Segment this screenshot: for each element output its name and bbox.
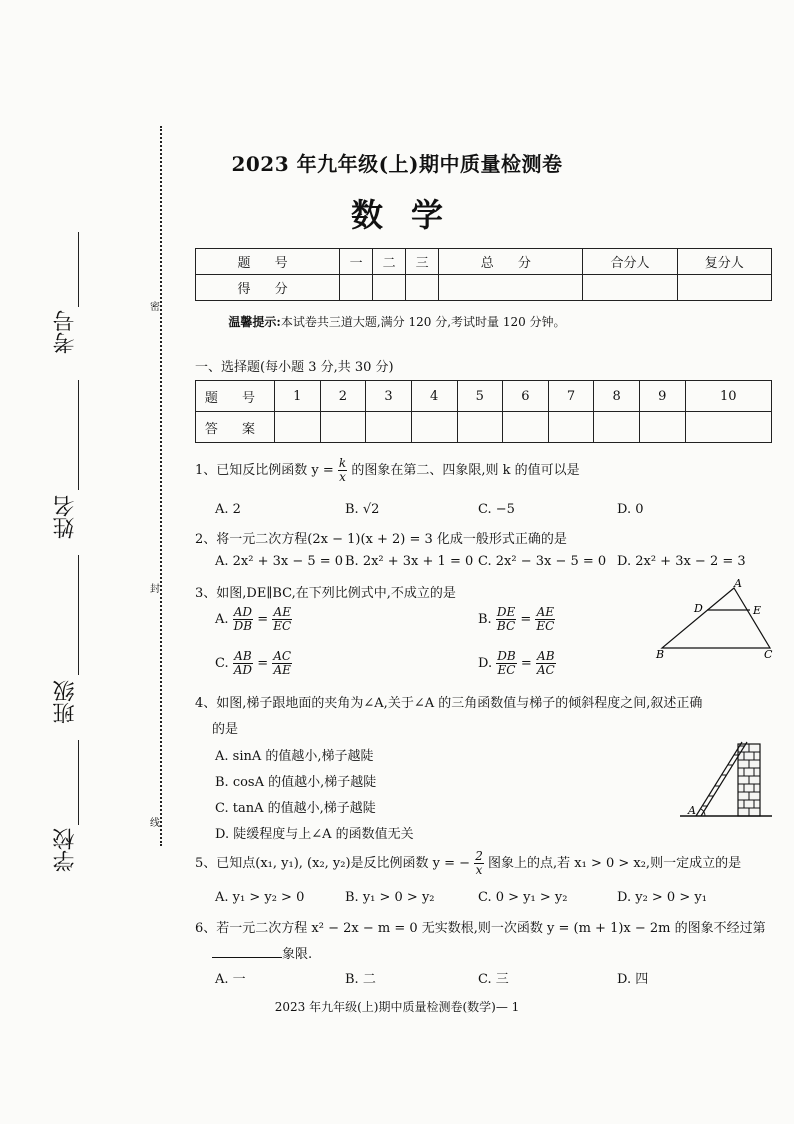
q5-option-c: C. 0 > y₁ > y₂ bbox=[478, 890, 568, 905]
q6-option-b: B. 二 bbox=[345, 972, 376, 987]
q6-option-c: C. 三 bbox=[478, 972, 509, 987]
frac-num: AB bbox=[234, 649, 252, 663]
label-b: B bbox=[656, 648, 665, 660]
frac-den: EC bbox=[273, 619, 292, 633]
score-header-cell: 总 分 bbox=[439, 249, 583, 275]
score-header-cell: 合分人 bbox=[583, 249, 677, 275]
page-footer: 2023 年九年级(上)期中质量检测卷(数学)— 1 bbox=[274, 1000, 520, 1014]
xuexiao-line bbox=[78, 740, 79, 825]
seal-mi: 密 bbox=[150, 296, 160, 315]
answer-number: 1 bbox=[275, 381, 321, 412]
score-header-cell: 二 bbox=[373, 249, 406, 275]
xingming-label: 姓名 bbox=[53, 495, 78, 539]
xingming-line bbox=[78, 380, 79, 490]
kaohao-line bbox=[78, 232, 79, 307]
question-6-line-2 bbox=[212, 943, 312, 962]
q1-frac-num: k bbox=[338, 456, 347, 470]
score-cell[interactable] bbox=[439, 275, 583, 301]
q3-fraction bbox=[233, 650, 253, 677]
answer-number: 2 bbox=[320, 381, 366, 412]
label-a: A bbox=[734, 578, 742, 590]
q3-option-d: D. $\frac{DB}{EC}$ = $\frac{AB}{AC}$ bbox=[478, 649, 555, 677]
ladder-figure bbox=[676, 738, 776, 820]
frac-num: AD bbox=[233, 605, 253, 619]
q2-option-d: D. 2x² + 3x − 2 = 3 bbox=[617, 554, 746, 569]
answer-cell[interactable] bbox=[320, 412, 366, 443]
q1-fraction bbox=[338, 457, 347, 484]
seal-xian: 线 bbox=[150, 812, 160, 831]
q3-option-c: C. $\frac{AB}{AD}$ = $\frac{AC}{AE}$ bbox=[215, 649, 292, 677]
answer-number: 5 bbox=[457, 381, 503, 412]
q3-fraction bbox=[496, 606, 516, 633]
q4-option-d: D. 陡缓程度与上∠A 的函数值无关 bbox=[215, 827, 414, 842]
answer-number: 8 bbox=[594, 381, 640, 412]
question-2: 2、将一元二次方程(2x − 1)(x + 2) = 3 化成一般形式正确的是 bbox=[195, 532, 567, 547]
kaohao-label: 考号 bbox=[53, 310, 78, 354]
label-e: E bbox=[753, 604, 762, 617]
q5-fraction bbox=[474, 850, 484, 877]
q4-option-b: B. cosA 的值越小,梯子越陡 bbox=[215, 775, 377, 790]
score-cell[interactable] bbox=[406, 275, 439, 301]
score-header-cell: 题 号 bbox=[196, 249, 340, 275]
answer-cell[interactable] bbox=[594, 412, 640, 443]
label-c: C bbox=[764, 648, 773, 660]
q1-text-post: 的图象在第二、四象限,则 k 的值可以是 bbox=[351, 463, 580, 478]
score-cell[interactable] bbox=[583, 275, 677, 301]
q1-option-b: B. √2 bbox=[345, 502, 380, 517]
question-3: 3、如图,DE∥BC,在下列比例式中,不成立的是 bbox=[195, 586, 456, 601]
answer-table bbox=[195, 380, 772, 443]
frac-den: AE bbox=[273, 663, 291, 677]
answer-cell[interactable] bbox=[457, 412, 503, 443]
q3-option-a: A. $\frac{AD}{DB}$ = $\frac{AE}{EC}$ bbox=[215, 605, 292, 633]
q3-fraction bbox=[272, 606, 292, 633]
frac-den: EC bbox=[536, 619, 555, 633]
frac-den: BC bbox=[496, 619, 516, 633]
q3-option-letter: B. bbox=[478, 612, 492, 627]
xuexiao-label: 学校 bbox=[53, 828, 78, 872]
exam-title: 2023 年九年级(上)期中质量检测卷 bbox=[231, 152, 563, 176]
q4-option-c: C. tanA 的值越小,梯子越陡 bbox=[215, 801, 376, 816]
q1-frac-den: x bbox=[339, 470, 346, 484]
q5-option-d: D. y₂ > 0 > y₁ bbox=[617, 890, 707, 905]
frac-num: AB bbox=[537, 649, 555, 663]
q3-fraction bbox=[535, 606, 555, 633]
q3-option-letter: A. bbox=[215, 612, 229, 627]
answer-number-row bbox=[196, 381, 772, 412]
question-4-line-1: 4、如图,梯子跟地面的夹角为∠A,关于∠A 的三角函数值与梯子的倾斜程度之间,叙述正确 bbox=[195, 696, 703, 711]
q3-fraction bbox=[272, 650, 292, 677]
seal-feng: 封 bbox=[150, 578, 160, 597]
frac-num: AC bbox=[273, 649, 292, 663]
q2-option-b: B. 2x² + 3x + 1 = 0 bbox=[345, 554, 474, 569]
question-4-line-2: 的是 bbox=[212, 722, 239, 737]
banji-line bbox=[78, 555, 79, 675]
section-title: 一、选择题(每小题 3 分,共 30 分) bbox=[195, 360, 394, 375]
brick-wall bbox=[738, 744, 760, 816]
q3-fraction bbox=[233, 606, 253, 633]
q6-line-2-text: 象限. bbox=[282, 947, 313, 962]
frac-num: DE bbox=[496, 605, 516, 619]
frac-num: DB bbox=[497, 649, 516, 663]
score-table-score-row bbox=[196, 275, 772, 301]
answer-cell[interactable] bbox=[640, 412, 686, 443]
q5-text-pre: 5、已知点(x₁, y₁), (x₂, y₂)是反比例函数 y = − bbox=[195, 856, 471, 871]
answer-cell[interactable] bbox=[411, 412, 457, 443]
score-table-header-row bbox=[196, 249, 772, 275]
banji-label: 班级 bbox=[53, 680, 78, 724]
question-5 bbox=[195, 850, 741, 877]
frac-num: AE bbox=[536, 605, 555, 619]
answer-number: 7 bbox=[548, 381, 594, 412]
q2-option-c: C. 2x² − 3x − 5 = 0 bbox=[478, 554, 607, 569]
subject-title: 数学 bbox=[350, 196, 471, 234]
triangle-abc bbox=[662, 588, 770, 648]
frac-den: EC bbox=[497, 663, 516, 677]
q1-option-a: A. 2 bbox=[215, 502, 241, 517]
label-angle-a: A bbox=[688, 804, 696, 817]
q5-frac-den: x bbox=[475, 863, 483, 877]
answer-cell[interactable] bbox=[503, 412, 549, 443]
q3-option-b: B. $\frac{DE}{BC}$ = $\frac{AE}{EC}$ bbox=[478, 605, 555, 633]
answer-row-label: 答 案 bbox=[196, 412, 275, 443]
q1-text-pre: 1、已知反比例函数 y = bbox=[195, 463, 334, 478]
answer-number: 9 bbox=[640, 381, 686, 412]
answer-number: 3 bbox=[366, 381, 412, 412]
frac-den: AC bbox=[536, 663, 555, 677]
q3-option-letter: D. bbox=[478, 656, 493, 671]
score-header-cell: 复分人 bbox=[677, 249, 771, 275]
answer-cell[interactable] bbox=[275, 412, 321, 443]
score-cell[interactable] bbox=[373, 275, 406, 301]
frac-den: AD bbox=[233, 663, 253, 677]
answer-cell[interactable] bbox=[685, 412, 771, 443]
label-d: D bbox=[694, 602, 703, 615]
q2-option-a: A. 2x² + 3x − 5 = 0 bbox=[215, 554, 344, 569]
score-cell[interactable] bbox=[340, 275, 373, 301]
score-table bbox=[195, 248, 772, 301]
answer-row-label: 题 号 bbox=[196, 381, 275, 412]
frac-num: AE bbox=[273, 605, 291, 619]
q5-frac-num: 2 bbox=[475, 849, 483, 863]
q5-option-a: A. y₁ > y₂ > 0 bbox=[215, 890, 305, 905]
tip-text: 本试卷共三道大题,满分 120 分,考试时量 120 分钟。 bbox=[280, 315, 566, 329]
question-1 bbox=[195, 457, 580, 484]
answer-number: 4 bbox=[411, 381, 457, 412]
q3-fraction bbox=[496, 650, 516, 677]
score-cell[interactable] bbox=[677, 275, 771, 301]
score-header-cell: 三 bbox=[406, 249, 439, 275]
answer-number: 10 bbox=[685, 381, 771, 412]
score-header-cell: 一 bbox=[340, 249, 373, 275]
tip-label: 温馨提示: bbox=[228, 315, 281, 329]
q4-option-a: A. sinA 的值越小,梯子越陡 bbox=[215, 749, 374, 764]
tip bbox=[0, 313, 794, 330]
answer-cell[interactable] bbox=[366, 412, 412, 443]
q6-option-d: D. 四 bbox=[617, 972, 649, 987]
q1-option-c: C. −5 bbox=[478, 502, 515, 517]
answer-blank-row bbox=[196, 412, 772, 443]
q1-option-d: D. 0 bbox=[617, 502, 644, 517]
triangle-figure bbox=[652, 578, 777, 660]
q3-option-letter: C. bbox=[215, 656, 229, 671]
q6-option-a: A. 一 bbox=[215, 972, 246, 987]
frac-den: DB bbox=[233, 619, 253, 633]
answer-number: 6 bbox=[503, 381, 549, 412]
q6-answer-blank[interactable] bbox=[212, 945, 282, 958]
q3-fraction bbox=[536, 650, 556, 677]
score-row-label: 得 分 bbox=[196, 275, 340, 301]
q5-option-b: B. y₁ > 0 > y₂ bbox=[345, 890, 435, 905]
q5-text-post: 图象上的点,若 x₁ > 0 > x₂,则一定成立的是 bbox=[488, 856, 742, 871]
answer-cell[interactable] bbox=[548, 412, 594, 443]
question-6-line-1: 6、若一元二次方程 x² − 2x − m = 0 无实数根,则一次函数 y = (m + 1)x − 2m 的图象不经过第 bbox=[195, 921, 766, 936]
